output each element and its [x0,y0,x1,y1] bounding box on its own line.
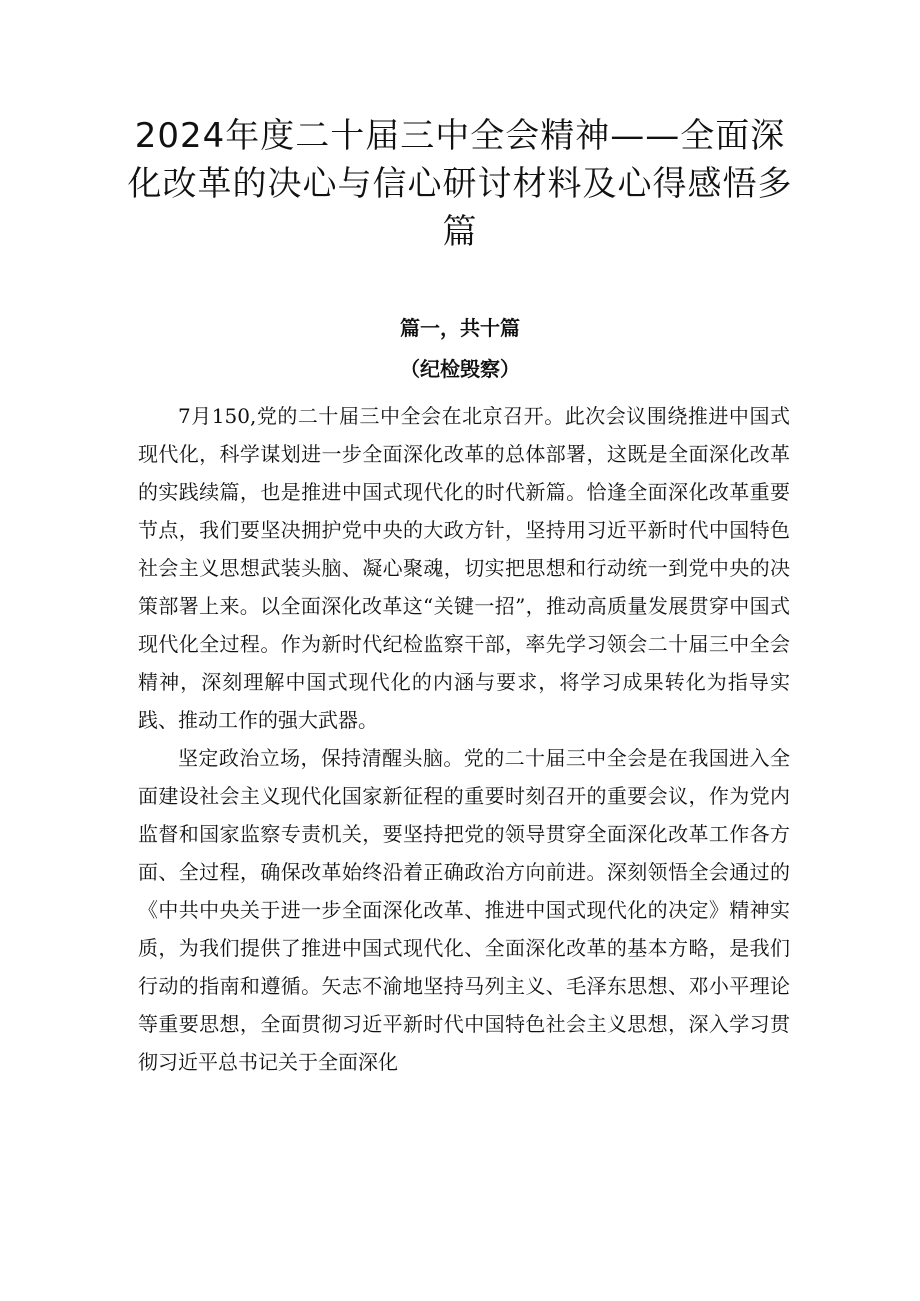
paragraph-2: 坚定政治立场，保持清醒头脑。党的二十届三中全会是在我国进入全面建设社会主义现代化国家新征程的重要时刻召开的重要会议，作为党内监督和国家监察专责机关，要坚持把党的领导贯穿全面深化改革工作各方面、全过程，确保改革始终沿着正确政治方向前进。深刻领悟全会通过的《中共中央关于进一步全面深化改革、推进中国式现代化的决定》精神实质，为我们提供了推进中国式现代化、全面深化改革的基本方略，是我们行动的指南和遵循。矢志不渝地坚持马列主义、毛泽东思想、邓小平理论等重要思想，全面贯彻习近平新时代中国特色社会主义思想，深入学习贯彻习近平总书记关于全面深化 [138,746,790,1074]
document-title: 2024年度二十届三中全会精神——全面深化改革的决心与信心研讨材料及心得感悟多篇 [127,116,793,252]
document-body [138,397,790,1081]
paragraph-1: 7月150,党的二十届三中全会在北京召开。此次会议围绕推进中国式现代化，科学谋划进一步全面深化改革的总体部署，这既是全面深化改革的实践续篇，也是推进中国式现代化的时代新篇。恰逢全面深化改革重要节点，我们要坚决拥护党中央的大政方针，坚持用习近平新时代中国特色社会主义思想武装头脑、凝心聚魂，切实把思想和行动统一到党中央的决策部署上来。以全面深化改革这“关键一招”，推动高质量发展贯穿中国式现代化全过程。作为新时代纪检监察干部，率先学习领会二十届三中全会精神，深刻理解中国式现代化的内涵与要求，将学习成果转化为指导实践、推动工作的强大武器。 [138,404,790,732]
section-title: 篇一，共十篇 [400,316,520,340]
section-subtitle: （纪检毁察） [400,357,520,381]
